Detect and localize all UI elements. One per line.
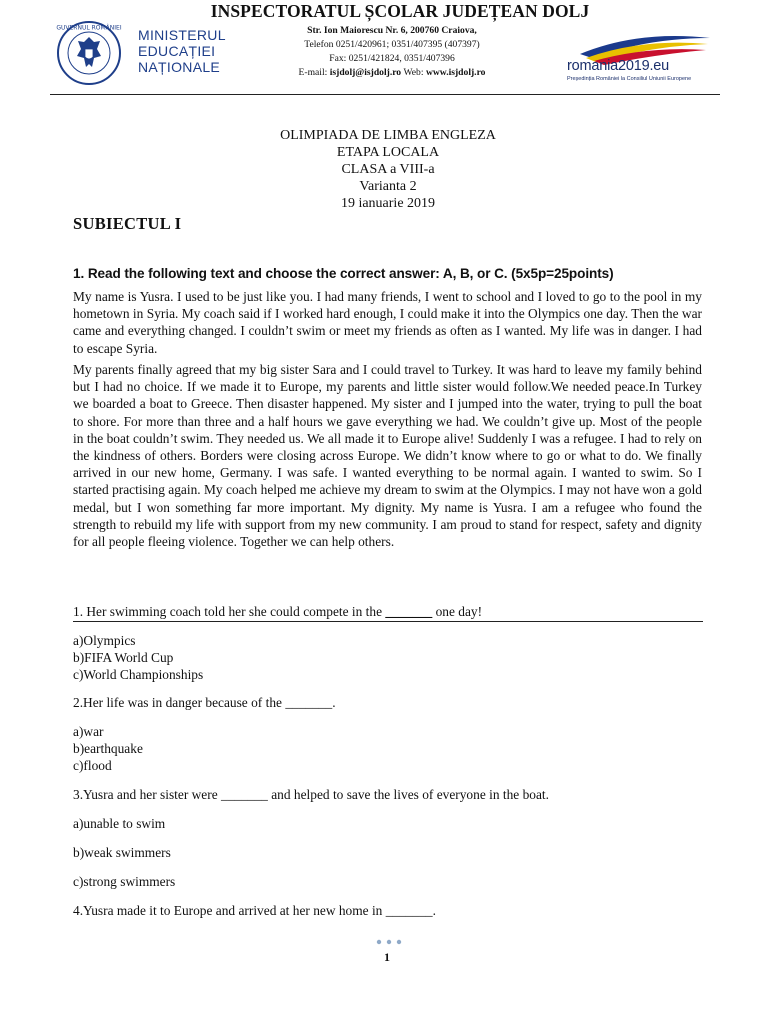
question-text: 3.Yusra and her sister were [73,787,221,802]
exam-title-block [100,127,676,212]
ministry-name [138,27,226,75]
reading-paragraph-2: My parents finally agreed that my big sister Sara and I could travel to Turkey. It was hard to leave my family behind but I had no choice. If we made it to Europe, my parents and little sister would follow.We needed peace.In Turkey we boarded a boat to Greece. Then disaster happened. My sister and I jumped into the water, trying to pull the boat to shore. For more than three and a half hours we gave everything we had. We couldn’t give up. Most of the people in the boat couldn’t swim. They needed us. We all made it to Europe alive! Suddenly I was a refugee. I had to rely on the kindness of others. Borders were closing across Europe. We didn’t know where to go or what to do. We finally arrived in our new home, Germany. I was safe. I wanted everything to be normal again. I wanted to swim. So I started practising again. My coach helped me achieve my dream to swim at the Olympics. I may not have won a gold medal, but I won something far more important. My dignity. My name is Yusra. I am a refugee who found the strength to rebuild my life with support from my new community. I am proud to stand for respect, safety and dignity for all people fleeing violence. Together we can help others. [73,362,702,550]
question-text-end: . [432,903,436,918]
contact-email-web [262,66,522,80]
exam-olympiad: OLIMPIADA DE LIMBA ENGLEZA [280,128,496,143]
question-text-end: and helped to save the lives of everyone in the boat. [267,787,549,802]
q1-option-a: a)Olympics [73,633,136,648]
exam-stage: ETAPA LOCALA [336,145,440,160]
email-label: E-mail: [298,67,328,78]
q3-option-a: a)unable to swim [73,816,166,831]
subject-heading: SUBIECTUL I [73,214,182,233]
exam-class: CLASA a VIII-a [341,162,435,177]
question-3 [73,786,549,803]
question-text-end: one day! [432,604,483,619]
question-text: 1. Her swimming coach told her she could compete in the [73,604,386,619]
page-number: 1 [384,950,390,964]
contact-phone: Telefon 0251/420961; 0351/407395 (407397) [304,39,480,50]
question-2 [73,694,336,711]
answer-blank: _______ [221,787,268,802]
web-link[interactable]: www.isjdolj.ro [425,67,486,78]
question-1 [73,603,703,622]
q2-option-b: b)earthquake [73,741,143,756]
romania2019-logo-subtitle: Președinția României la Consiliul Uniunii Europene [567,76,692,82]
web-label: Web: [403,67,424,78]
question-4 [73,902,436,919]
q1-option-c: c)World Championships [73,667,204,682]
header-divider [50,94,720,95]
contact-block [262,24,522,80]
question-text: 2.Her life was in danger because of the [73,695,286,710]
task-instruction: 1. Read the following text and choose the correct answer: A, B, or C. (5x5p=25points) [73,266,614,281]
q2-option-a: a)war [73,724,104,739]
answer-blank: _______ [385,903,433,918]
inspectorate-title: INSPECTORATUL ȘCOLAR JUDEȚEAN DOLJ [210,1,590,21]
q1-option-b: b)FIFA World Cup [73,650,174,665]
answer-blank: _______ [385,604,433,619]
romania2019-logo-text: romania2019.eu [567,58,669,74]
contact-fax: Fax: 0251/421824, 0351/407396 [329,53,455,64]
ministry-line-1: MINISTERUL [138,27,226,43]
ministry-line-3: NAȚIONALE [138,59,221,75]
page-dots-icon [374,938,404,946]
reading-paragraph-1: My name is Yusra. I used to be just like you. I had many friends, I went to school and I loved to go to the pool in my hometown in Syria. My coach said if I worked hard enough, I could make it into the Olympics one day. Then the war came and everything changed. I couldn’t swim or meet my friends as often as I wanted. My life was in danger. I had to escape Syria. [73,289,702,356]
government-seal-logo [56,20,122,86]
ministry-line-2: EDUCAȚIEI [138,43,216,59]
email-link[interactable]: isjdolj@isjdolj.ro [329,67,402,78]
question-text-end: . [332,695,336,710]
exam-date: 19 ianuarie 2019 [340,196,436,211]
q2-option-c: c)flood [73,758,112,773]
question-text: 4.Yusra made it to Europe and arrived at her new home in [73,903,386,918]
contact-address: Str. Ion Maiorescu Nr. 6, 200760 Craiova, [307,25,477,36]
q3-option-c: c)strong swimmers [73,874,176,889]
exam-variant: Varianta 2 [359,179,417,194]
seal-text: GUVERNUL ROMÂNIEI [56,24,122,32]
q3-option-b: b)weak swimmers [73,845,171,860]
answer-blank: _______ [285,695,333,710]
